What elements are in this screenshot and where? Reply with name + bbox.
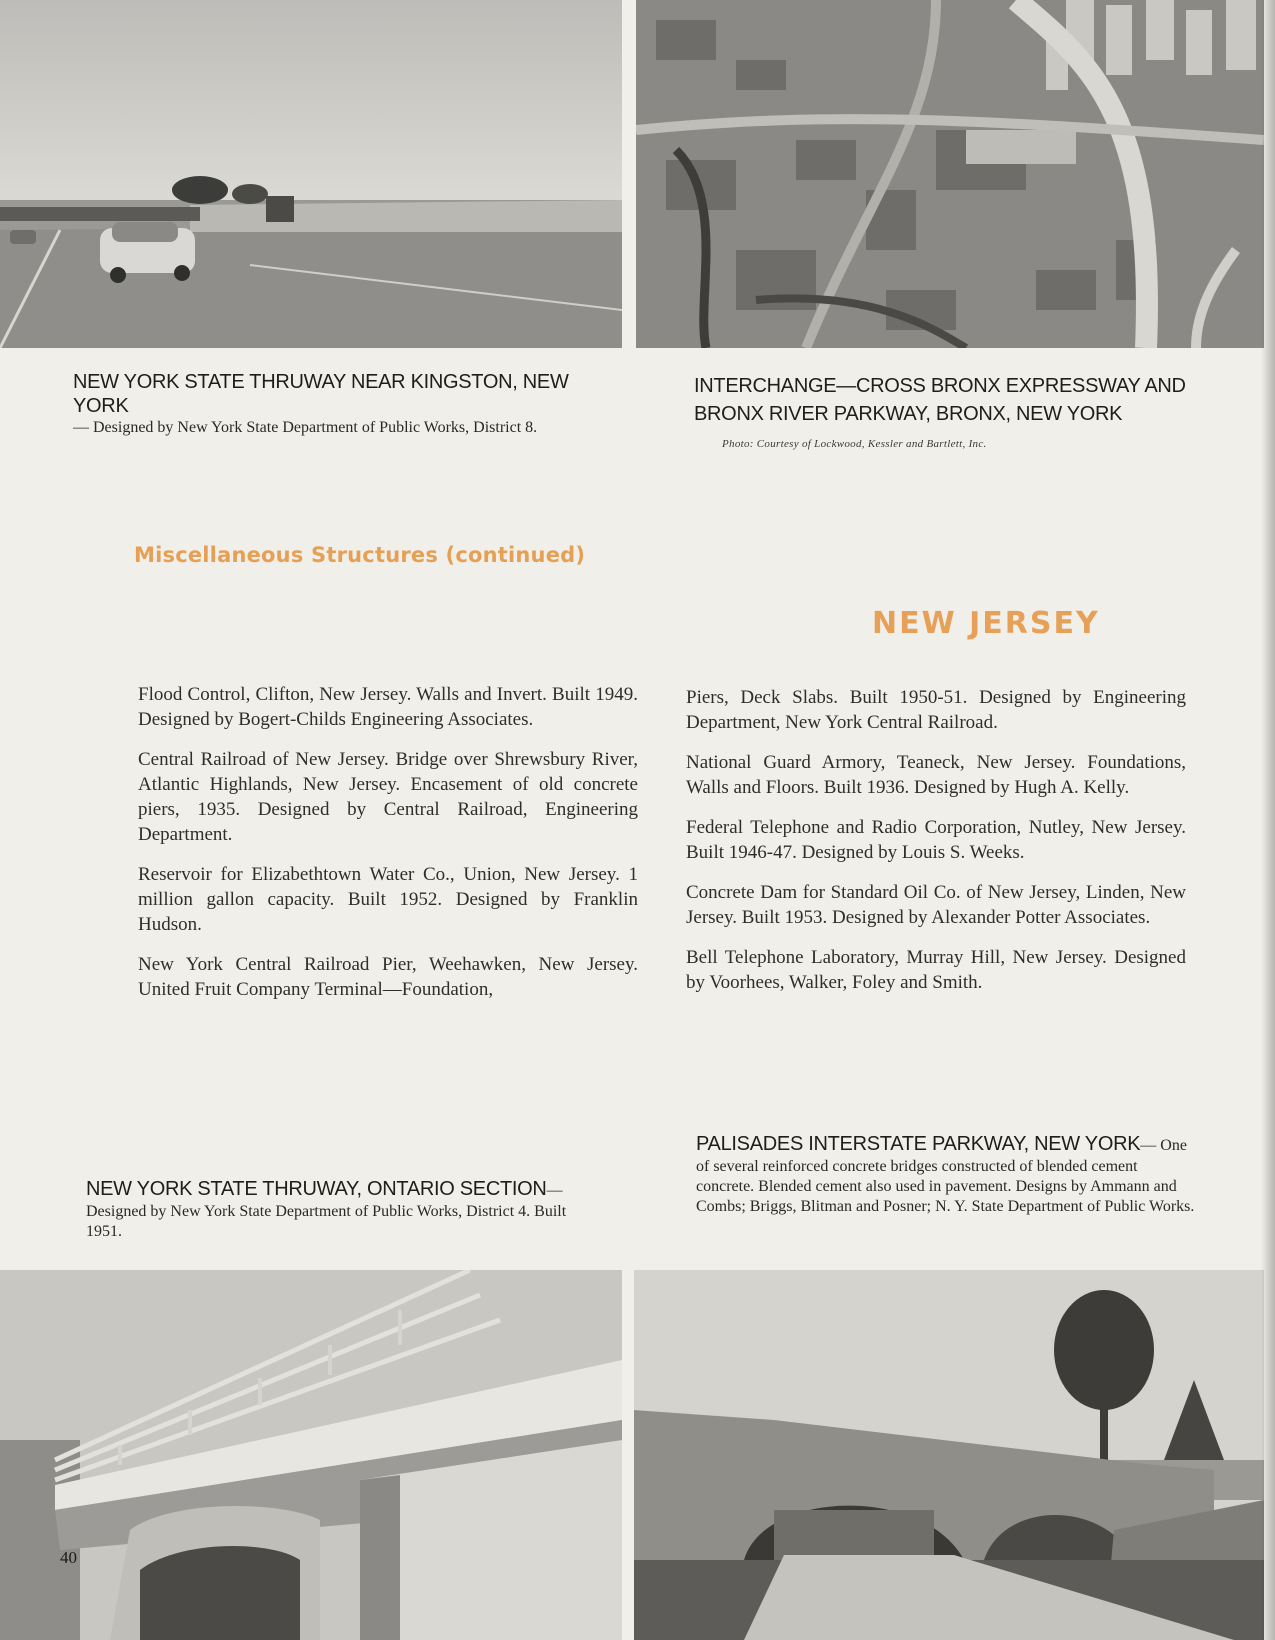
interchange-aerial-image [636,0,1264,348]
page-number: 40 [60,1548,77,1567]
entry: Concrete Dam for Standard Oil Co. of New Jersey, Linden, New Jersey. Built 1953. Designed by Alexander Potter Associates. [686,882,1186,928]
photo-palisades-parkway-bridge [634,1270,1264,1640]
caption-thruway-ontario [86,1178,596,1241]
caption-title: NEW YORK STATE THRUWAY, ONTARIO SECTION [86,1178,547,1200]
entry: National Guard Armory, Teaneck, New Jersey. Foundations, Walls and Floors. Built 1936. Designed by Hugh A. Kelly. [686,752,1186,798]
photo-cross-bronx-interchange [636,0,1264,348]
caption-title: INTERCHANGE—CROSS BRONX EXPRESSWAY AND BRONX RIVER PARKWAY, BRONX, NEW YORK [694,375,1186,425]
caption-cross-bronx-interchange [694,372,1214,450]
photo-thruway-kingston [0,0,622,348]
entry: Piers, Deck Slabs. Built 1950-51. Designed by Engineering Department, New York Central Railroad. [686,687,1186,733]
photo-thruway-ontario-bridge [0,1270,622,1640]
caption-thruway-kingston [73,370,613,437]
right-column [686,685,1186,1010]
ontario-bridge-image [0,1270,622,1640]
photo-credit: Photo: Courtesy of Lockwood, Kessler and Bartlett, Inc. [722,438,987,450]
entry: Bell Telephone Laboratory, Murray Hill, New Jersey. Designed by Voorhees, Walker, Foley and Smith. [686,947,1186,993]
section-heading: Miscellaneous Structures (continued) [134,543,586,567]
caption-body: —Designed by New York State Department of Public Works, District 4. Built 1951. [86,1182,567,1240]
caption-body: — Designed by New York State Department of Public Works, District 8. [73,419,538,436]
entry: Flood Control, Clifton, New Jersey. Walls and Invert. Built 1949. Designed by Bogert-Childs Engineering Associates. [138,684,638,730]
state-heading: NEW JERSEY [872,606,1100,641]
caption-body: — One of several reinforced concrete bridges constructed of blended cement concrete. Blended cement also used in pavement. Designs by Ammann and Combs; Briggs, Blitman and Posner; N. Y. State Department of Public Works. [696,1137,1195,1215]
thruway-kingston-image [0,0,622,348]
entry: Central Railroad of New Jersey. Bridge over Shrewsbury River, Atlantic Highlands, New Jersey. Encasement of old concrete piers, 1935. Designed by Central Railroad, Engineering Department. [138,749,638,845]
left-column [138,682,638,1017]
caption-title: NEW YORK STATE THRUWAY NEAR KINGSTON, NEW YORK [73,371,569,417]
caption-palisades-parkway [696,1133,1196,1216]
page-edge-shadow [1261,0,1275,1640]
palisades-bridge-image [634,1270,1264,1640]
entry: Federal Telephone and Radio Corporation, Nutley, New Jersey. Built 1946-47. Designed by Louis S. Weeks. [686,817,1186,863]
caption-title: PALISADES INTERSTATE PARKWAY, NEW YORK [696,1133,1141,1155]
entry: Reservoir for Elizabethtown Water Co., Union, New Jersey. 1 million gallon capacity. Built 1952. Designed by Franklin Hudson. [138,864,638,935]
entry: New York Central Railroad Pier, Weehawken, New Jersey. United Fruit Company Terminal—Foundation, [138,954,638,1000]
